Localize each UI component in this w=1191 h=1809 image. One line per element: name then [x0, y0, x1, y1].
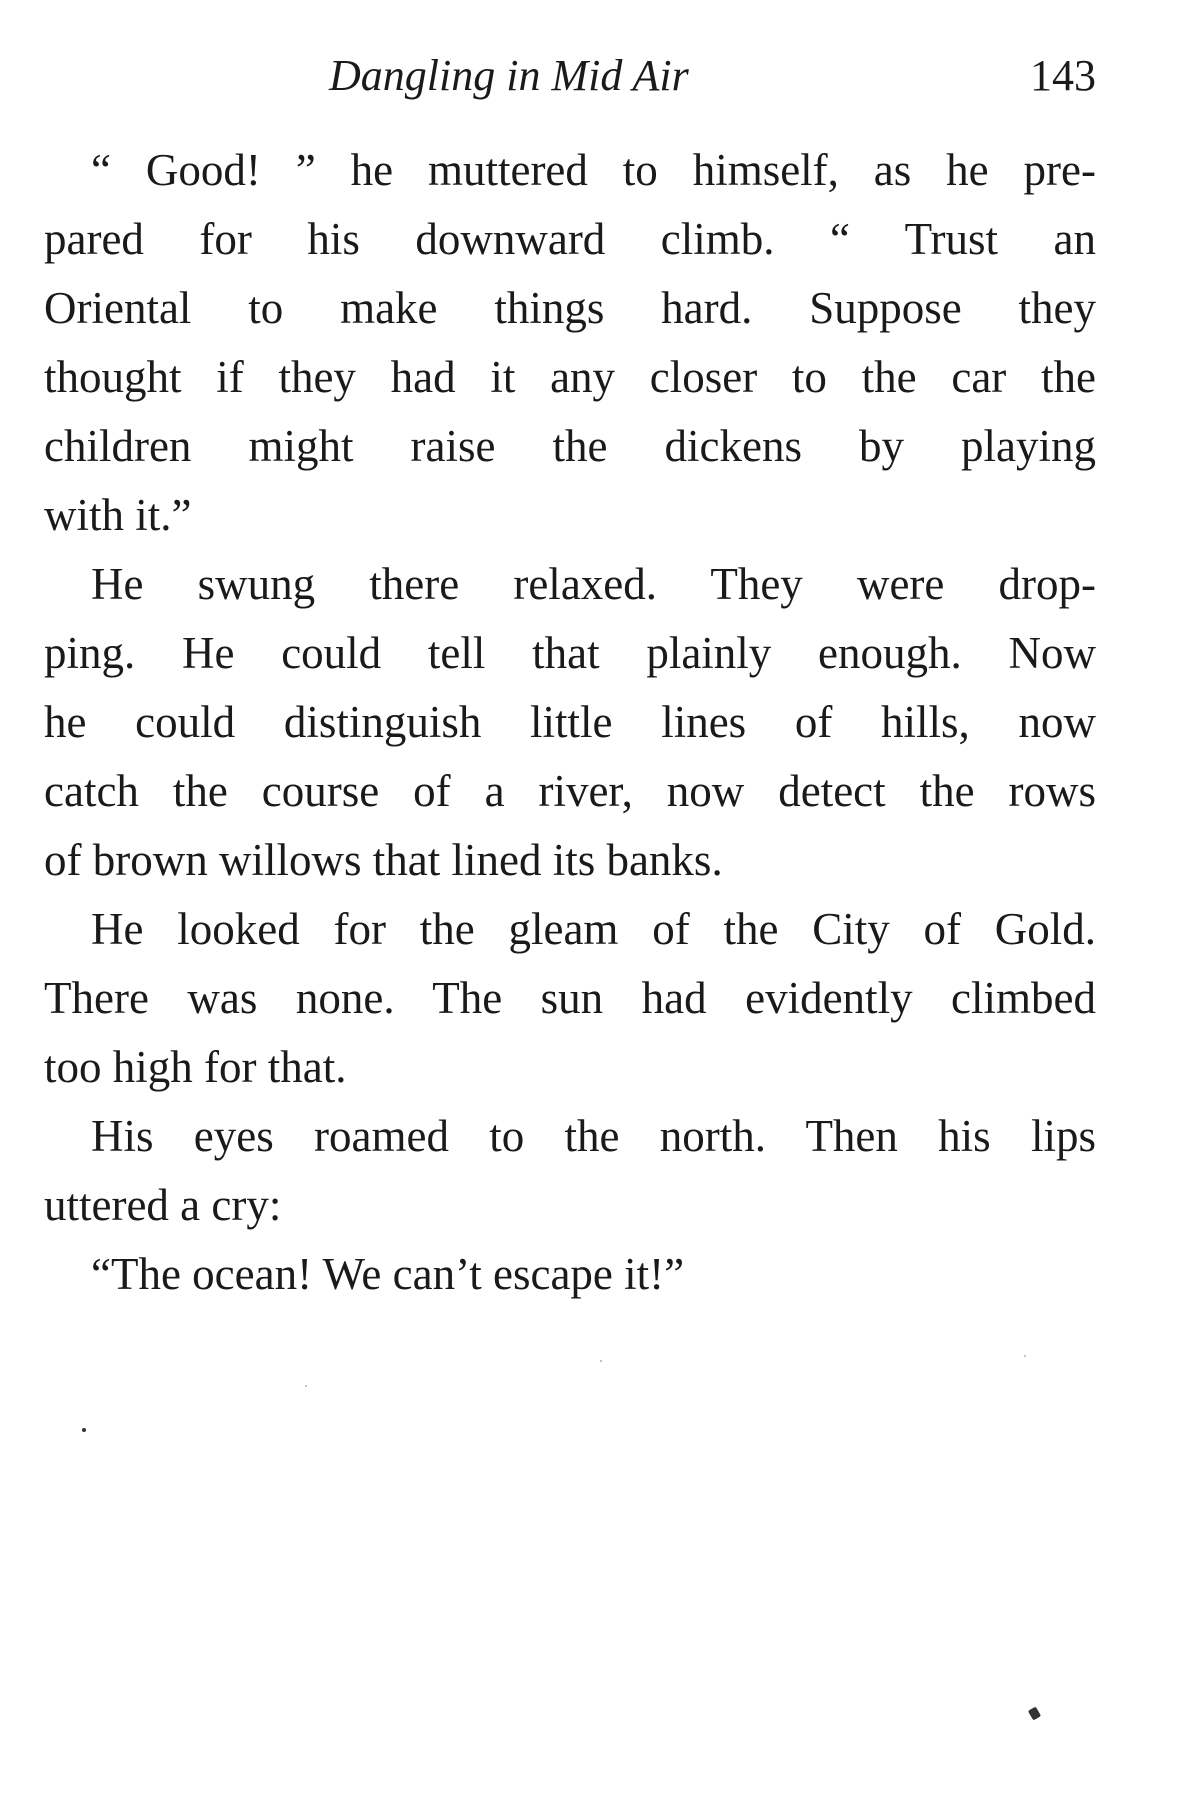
text-line: “The ocean! We can’t escape it!”	[91, 1249, 685, 1299]
paragraph	[44, 1102, 1096, 1240]
text-line: uttered a cry:	[44, 1180, 282, 1230]
text-line: He swung there relaxed. They were drop-	[91, 559, 1096, 609]
text-line: catch the course of a river, now detect the rows	[44, 766, 1096, 816]
text-line: with it.”	[44, 490, 192, 540]
paragraph	[44, 1240, 1096, 1309]
paragraph	[44, 550, 1096, 895]
text-line: There was none. The sun had evidently climbed	[44, 973, 1096, 1023]
body-text	[44, 136, 1096, 1309]
text-line: of brown willows that lined its banks.	[44, 835, 723, 885]
running-head	[44, 46, 1096, 106]
text-line: too high for that.	[44, 1042, 347, 1092]
scan-speck	[1024, 1355, 1026, 1357]
scan-speck	[600, 1360, 602, 1362]
scan-speck	[305, 1385, 307, 1387]
scan-speck	[1028, 1706, 1041, 1720]
text-line: ping. He could tell that plainly enough. Now	[44, 628, 1096, 678]
text-line: he could distinguish little lines of hills, now	[44, 697, 1096, 747]
text-line: children might raise the dickens by playing	[44, 421, 1096, 471]
text-line: pared for his downward climb. “ Trust an	[44, 214, 1096, 264]
running-title: Dangling in Mid Air	[329, 51, 689, 100]
scan-speck	[82, 1428, 86, 1432]
paragraph	[44, 136, 1096, 550]
text-line: His eyes roamed to the north. Then his lips	[91, 1111, 1096, 1161]
text-line: He looked for the gleam of the City of Gold.	[91, 904, 1096, 954]
paragraph	[44, 895, 1096, 1102]
text-line: thought if they had it any closer to the car the	[44, 352, 1096, 402]
page-number: 143	[1030, 51, 1096, 100]
text-line: “ Good! ” he muttered to himself, as he pre-	[91, 145, 1096, 195]
text-line: Oriental to make things hard. Suppose they	[44, 283, 1096, 333]
